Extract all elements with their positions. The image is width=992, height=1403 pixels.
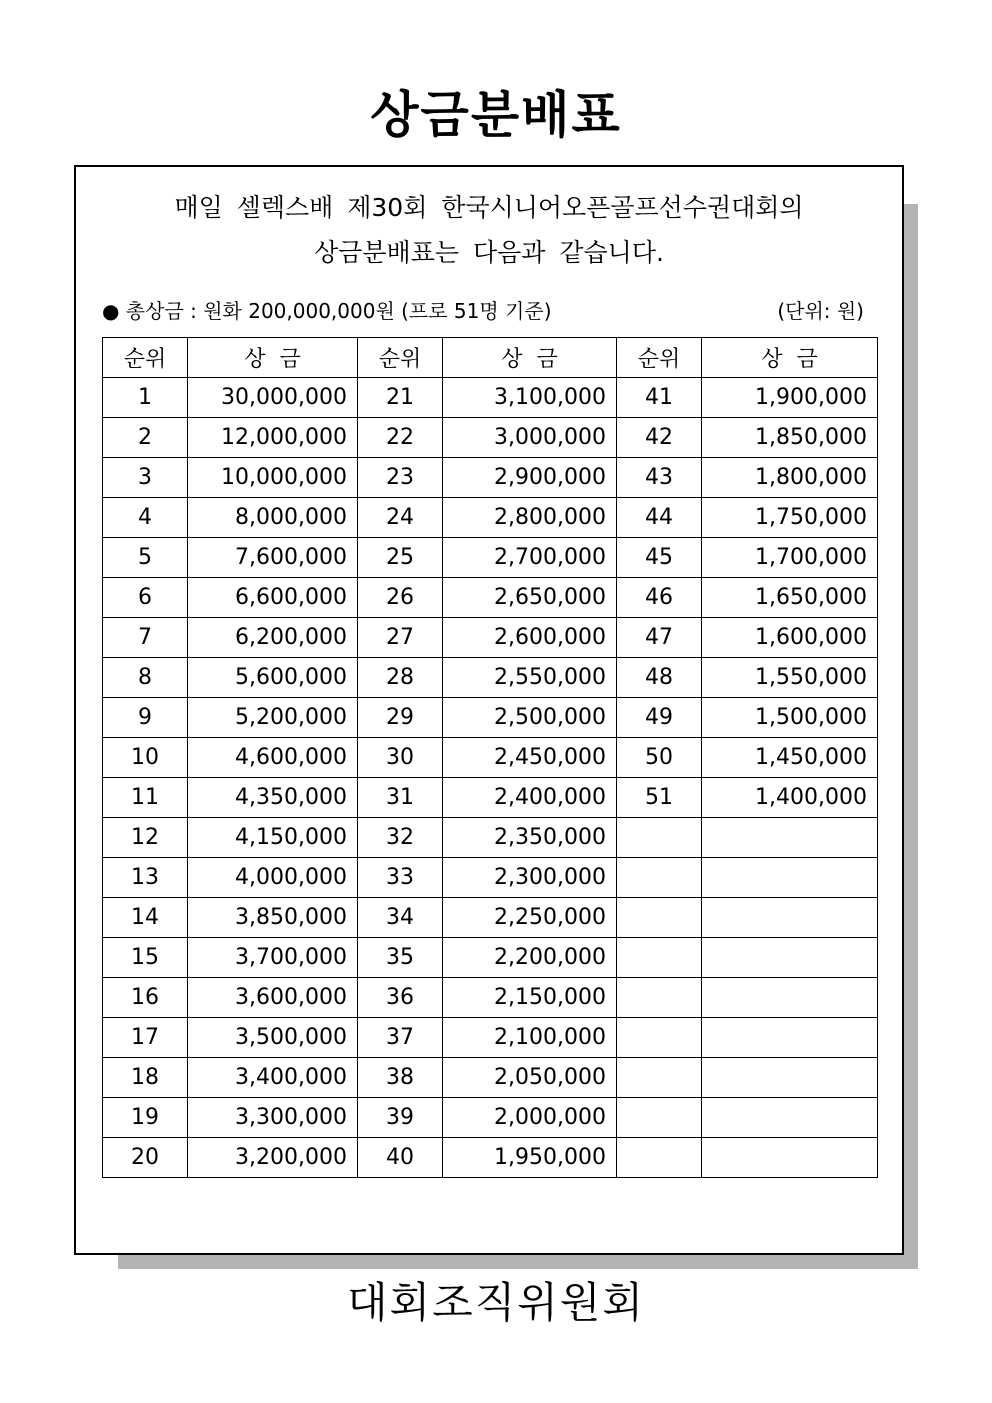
- amount-cell: 30,000,000: [188, 378, 358, 418]
- amount-cell: 2,200,000: [443, 938, 617, 978]
- amount-cell: 5,600,000: [188, 658, 358, 698]
- amount-cell: 3,500,000: [188, 1018, 358, 1058]
- rank-cell: 51: [617, 778, 702, 818]
- amount-cell: 1,750,000: [702, 498, 878, 538]
- rank-cell: 24: [358, 498, 443, 538]
- amount-cell: 1,550,000: [702, 658, 878, 698]
- rank-cell: 26: [358, 578, 443, 618]
- header-amount: 상 금: [188, 338, 358, 378]
- amount-cell: 2,350,000: [443, 818, 617, 858]
- rank-cell: 46: [617, 578, 702, 618]
- table-header-row: [103, 338, 878, 378]
- table-row: [103, 818, 878, 858]
- table-row: [103, 778, 878, 818]
- amount-cell: 2,800,000: [443, 498, 617, 538]
- rank-cell: 10: [103, 738, 188, 778]
- amount-cell: [702, 818, 878, 858]
- amount-cell: 1,450,000: [702, 738, 878, 778]
- rank-cell: 1: [103, 378, 188, 418]
- table-row: [103, 1018, 878, 1058]
- amount-cell: 4,600,000: [188, 738, 358, 778]
- rank-cell: 34: [358, 898, 443, 938]
- rank-cell: 43: [617, 458, 702, 498]
- amount-cell: [702, 1018, 878, 1058]
- rank-cell: 12: [103, 818, 188, 858]
- amount-cell: [702, 898, 878, 938]
- table-row: [103, 738, 878, 778]
- amount-cell: 3,100,000: [443, 378, 617, 418]
- table-row: [103, 978, 878, 1018]
- amount-cell: 1,850,000: [702, 418, 878, 458]
- amount-cell: 6,200,000: [188, 618, 358, 658]
- rank-cell: [617, 898, 702, 938]
- intro-line-2: 상금분배표는 다음과 같습니다.: [314, 238, 664, 267]
- rank-cell: 32: [358, 818, 443, 858]
- rank-cell: 28: [358, 658, 443, 698]
- amount-cell: 3,850,000: [188, 898, 358, 938]
- table-row: [103, 618, 878, 658]
- rank-cell: 36: [358, 978, 443, 1018]
- rank-cell: 15: [103, 938, 188, 978]
- amount-cell: 1,900,000: [702, 378, 878, 418]
- rank-cell: 2: [103, 418, 188, 458]
- table-row: [103, 378, 878, 418]
- rank-cell: [617, 1138, 702, 1178]
- rank-cell: 42: [617, 418, 702, 458]
- organizer: 대회조직위원회: [346, 1278, 645, 1327]
- rank-cell: 14: [103, 898, 188, 938]
- rank-cell: 40: [358, 1138, 443, 1178]
- amount-cell: 3,200,000: [188, 1138, 358, 1178]
- amount-cell: 2,100,000: [443, 1018, 617, 1058]
- table-row: [103, 658, 878, 698]
- amount-cell: 2,500,000: [443, 698, 617, 738]
- rank-cell: 4: [103, 498, 188, 538]
- rank-cell: 23: [358, 458, 443, 498]
- prize-box: [74, 165, 904, 1255]
- table-row: [103, 578, 878, 618]
- rank-cell: 37: [358, 1018, 443, 1058]
- amount-cell: 1,950,000: [443, 1138, 617, 1178]
- rank-cell: 7: [103, 618, 188, 658]
- prize-table-body: [103, 378, 878, 1178]
- table-row: [103, 858, 878, 898]
- amount-cell: 3,400,000: [188, 1058, 358, 1098]
- table-row: [103, 1138, 878, 1178]
- rank-cell: 27: [358, 618, 443, 658]
- amount-cell: 2,700,000: [443, 538, 617, 578]
- amount-cell: 1,400,000: [702, 778, 878, 818]
- amount-cell: 10,000,000: [188, 458, 358, 498]
- amount-cell: 2,000,000: [443, 1098, 617, 1138]
- table-row: [103, 498, 878, 538]
- table-row: [103, 1098, 878, 1138]
- amount-cell: [702, 978, 878, 1018]
- rank-cell: 30: [358, 738, 443, 778]
- rank-cell: 6: [103, 578, 188, 618]
- amount-cell: [702, 938, 878, 978]
- total-prize: ● 총상금 : 원화 200,000,000원 (프로 51명 기준): [102, 299, 552, 323]
- amount-cell: 1,650,000: [702, 578, 878, 618]
- amount-cell: 4,350,000: [188, 778, 358, 818]
- rank-cell: 39: [358, 1098, 443, 1138]
- rank-cell: 20: [103, 1138, 188, 1178]
- table-row: [103, 418, 878, 458]
- amount-cell: 1,500,000: [702, 698, 878, 738]
- rank-cell: 3: [103, 458, 188, 498]
- rank-cell: [617, 938, 702, 978]
- rank-cell: 8: [103, 658, 188, 698]
- rank-cell: 31: [358, 778, 443, 818]
- rank-cell: 25: [358, 538, 443, 578]
- rank-cell: 5: [103, 538, 188, 578]
- rank-cell: 29: [358, 698, 443, 738]
- amount-cell: 4,150,000: [188, 818, 358, 858]
- rank-cell: 11: [103, 778, 188, 818]
- amount-cell: [702, 1058, 878, 1098]
- rank-cell: 41: [617, 378, 702, 418]
- rank-cell: 49: [617, 698, 702, 738]
- rank-cell: [617, 1098, 702, 1138]
- intro-line-1: 매일 셀렉스배 제30회 한국시니어오픈골프선수권대회의: [174, 193, 804, 222]
- amount-cell: 5,200,000: [188, 698, 358, 738]
- rank-cell: 38: [358, 1058, 443, 1098]
- header-rank: 순위: [358, 338, 443, 378]
- rank-cell: 19: [103, 1098, 188, 1138]
- header-rank: 순위: [103, 338, 188, 378]
- rank-cell: [617, 818, 702, 858]
- table-row: [103, 698, 878, 738]
- amount-cell: 2,150,000: [443, 978, 617, 1018]
- amount-cell: 1,600,000: [702, 618, 878, 658]
- rank-cell: 35: [358, 938, 443, 978]
- amount-cell: 1,700,000: [702, 538, 878, 578]
- rank-cell: 9: [103, 698, 188, 738]
- rank-cell: 48: [617, 658, 702, 698]
- rank-cell: 45: [617, 538, 702, 578]
- amount-cell: 2,400,000: [443, 778, 617, 818]
- rank-cell: 18: [103, 1058, 188, 1098]
- amount-cell: 3,700,000: [188, 938, 358, 978]
- amount-cell: 6,600,000: [188, 578, 358, 618]
- amount-cell: 12,000,000: [188, 418, 358, 458]
- prize-table: [102, 337, 878, 1178]
- table-row: [103, 898, 878, 938]
- amount-cell: [702, 1138, 878, 1178]
- amount-cell: [702, 858, 878, 898]
- table-row: [103, 1058, 878, 1098]
- amount-cell: 2,050,000: [443, 1058, 617, 1098]
- rank-cell: 22: [358, 418, 443, 458]
- rank-cell: [617, 1058, 702, 1098]
- rank-cell: [617, 978, 702, 1018]
- amount-cell: 1,800,000: [702, 458, 878, 498]
- amount-cell: 2,550,000: [443, 658, 617, 698]
- rank-cell: 17: [103, 1018, 188, 1058]
- amount-cell: 2,250,000: [443, 898, 617, 938]
- amount-cell: 7,600,000: [188, 538, 358, 578]
- page-title: 상금분배표: [370, 86, 622, 144]
- unit-label: (단위: 원): [777, 299, 864, 323]
- amount-cell: 2,600,000: [443, 618, 617, 658]
- amount-cell: 2,650,000: [443, 578, 617, 618]
- amount-cell: 2,300,000: [443, 858, 617, 898]
- header-amount: 상 금: [443, 338, 617, 378]
- header-rank: 순위: [617, 338, 702, 378]
- rank-cell: 44: [617, 498, 702, 538]
- amount-cell: 2,450,000: [443, 738, 617, 778]
- rank-cell: [617, 1018, 702, 1058]
- rank-cell: 16: [103, 978, 188, 1018]
- rank-cell: 21: [358, 378, 443, 418]
- amount-cell: 3,300,000: [188, 1098, 358, 1138]
- amount-cell: 2,900,000: [443, 458, 617, 498]
- rank-cell: 47: [617, 618, 702, 658]
- rank-cell: [617, 858, 702, 898]
- amount-cell: 4,000,000: [188, 858, 358, 898]
- table-row: [103, 538, 878, 578]
- amount-cell: 3,000,000: [443, 418, 617, 458]
- amount-cell: 8,000,000: [188, 498, 358, 538]
- header-amount: 상 금: [702, 338, 878, 378]
- rank-cell: 50: [617, 738, 702, 778]
- rank-cell: 33: [358, 858, 443, 898]
- table-row: [103, 938, 878, 978]
- intro-text: [76, 185, 902, 275]
- rank-cell: 13: [103, 858, 188, 898]
- amount-cell: 3,600,000: [188, 978, 358, 1018]
- amount-cell: [702, 1098, 878, 1138]
- table-row: [103, 458, 878, 498]
